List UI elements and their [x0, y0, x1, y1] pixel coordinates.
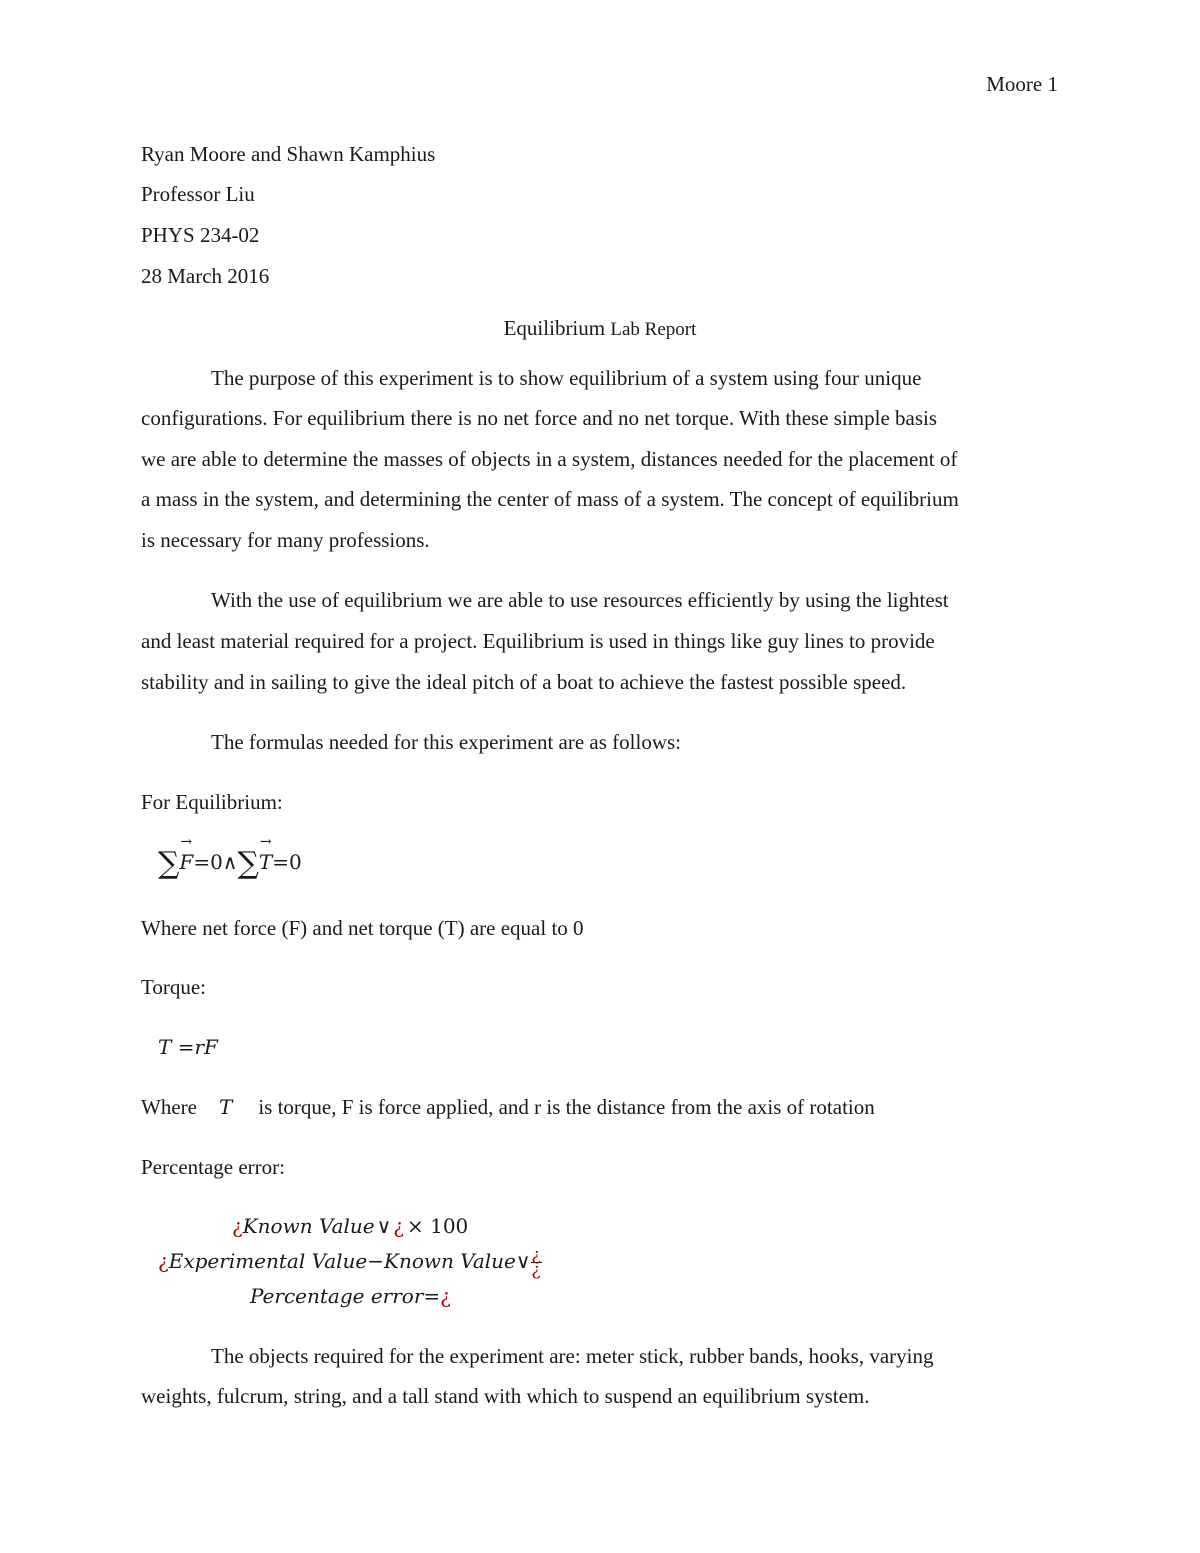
times-hundred: × 100 — [406, 1214, 469, 1238]
percentage-error-text: Percentage error= — [250, 1284, 441, 1308]
error-glyph: ¿ — [440, 1284, 451, 1308]
authors-line: Ryan Moore and Shawn Kamphius — [141, 142, 436, 166]
formulas-intro: The formulas needed for this experiment are as follows: — [211, 730, 682, 754]
objects-line: The objects required for the experiment are: meter stick, rubber bands, hooks, varying — [211, 1344, 934, 1368]
document-title — [0, 316, 1200, 341]
torque-equation: T =rF — [158, 1035, 218, 1059]
intro-line: The purpose of this experiment is to show equilibrium of a system using four unique — [211, 366, 922, 390]
usage-line: and least material required for a project. Equilibrium is used in things like guy lines to provide — [141, 629, 935, 653]
fraction-denominator: ¿ — [531, 1260, 541, 1280]
objects-line: weights, fulcrum, string, and a tall stand with which to suspend an equilibrium system. — [141, 1384, 870, 1408]
professor-line: Professor Liu — [141, 182, 255, 206]
course-line: PHYS 234-02 — [141, 223, 260, 247]
error-glyph: ¿ — [232, 1214, 243, 1238]
fraction-numerator: ¿ — [531, 1245, 541, 1265]
experimental-minus-known: Experimental Value−Known Value∨ — [168, 1249, 531, 1273]
intro-line: a mass in the system, and determining the center of mass of a system. The concept of equilibrium — [141, 487, 959, 511]
date-line: 28 March 2016 — [141, 264, 270, 288]
error-glyph: ¿ — [158, 1249, 169, 1273]
percent-error-label: Percentage error: — [141, 1155, 285, 1179]
percent-error-line-3 — [250, 1284, 451, 1308]
intro-line: configurations. For equilibrium there is no net force and no net torque. With these simple basis — [141, 406, 938, 430]
equation-middle: =0∧ — [193, 850, 238, 874]
force-vector: → F — [179, 850, 193, 874]
known-value-text: Known Value — [242, 1214, 375, 1238]
error-glyph: ¿ — [393, 1214, 404, 1238]
page-number-header: Moore 1 — [986, 72, 1058, 96]
usage-line: stability and in sailing to give the ideal pitch of a boat to achieve the fastest possible speed. — [141, 670, 907, 694]
title-main: Equilibrium — [503, 316, 606, 340]
intro-line: is necessary for many professions. — [141, 528, 430, 552]
title-rest: Lab Report — [610, 319, 697, 340]
torque-label: Torque: — [141, 975, 207, 999]
error-fraction — [531, 1245, 542, 1280]
torque-explanation — [141, 1095, 875, 1120]
usage-line: With the use of equilibrium we are able to use resources efficiently by using the lightest — [211, 588, 949, 612]
intro-line: we are able to determine the masses of objects in a system, distances needed for the placement of — [141, 447, 958, 471]
torque-vector: → T — [259, 850, 272, 874]
equilibrium-equation — [158, 846, 302, 881]
equilibrium-explanation: Where net force (F) and net torque (T) are equal to 0 — [141, 916, 584, 940]
torque-symbol: T — [218, 1095, 233, 1119]
equation-end: =0 — [272, 850, 302, 874]
equilibrium-label: For Equilibrium: — [141, 790, 283, 814]
percent-error-line-2 — [158, 1245, 542, 1280]
percent-error-line-1 — [232, 1214, 468, 1238]
sigma-symbol: ∑ — [237, 846, 259, 881]
or-operator: ∨ — [376, 1214, 392, 1238]
where-word: Where — [141, 1095, 197, 1119]
torque-definition: is torque, F is force applied, and r is the distance from the axis of rotation — [258, 1095, 875, 1119]
sigma-symbol: ∑ — [158, 846, 180, 881]
